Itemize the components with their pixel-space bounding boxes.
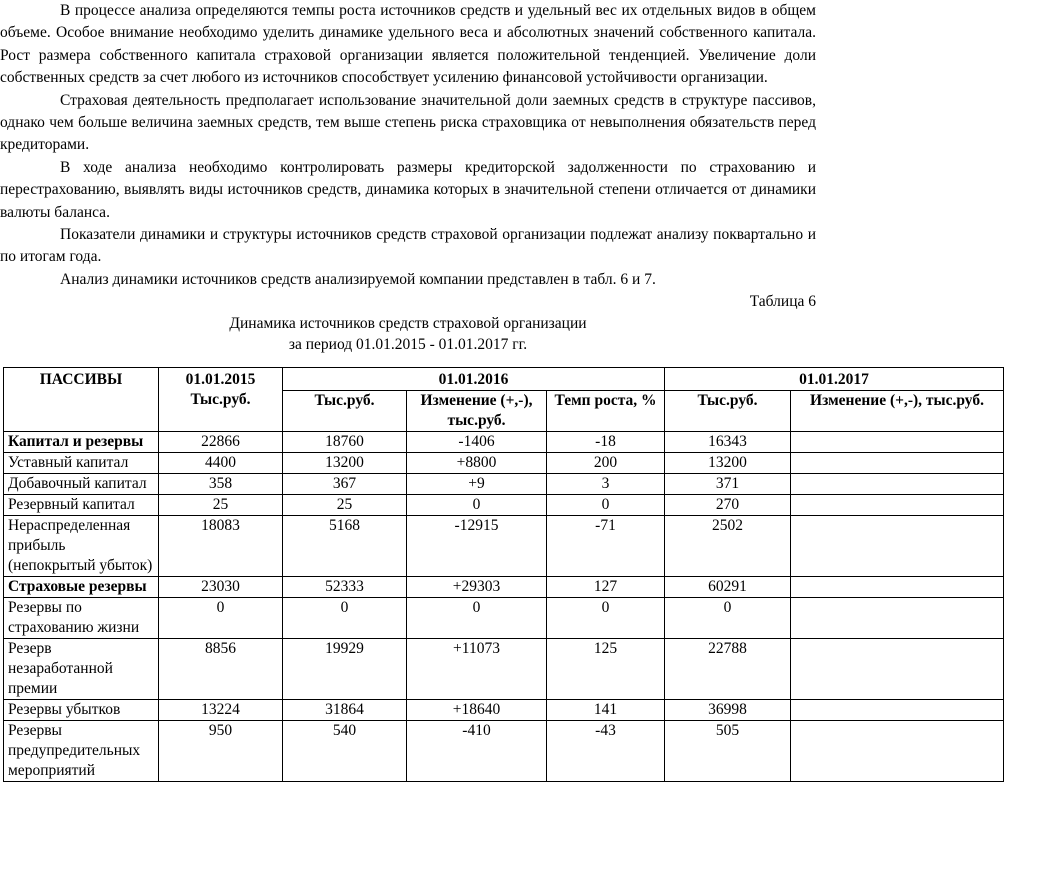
subheader-change-2017: Изменение (+,-), тыс.руб. [791,391,1004,432]
cell-growth-2016: 200 [547,453,665,474]
table-title-line: Динамика источников средств страховой организации [229,315,587,332]
cell-value-2016: 0 [283,598,407,639]
cell-growth-2016: 0 [547,598,665,639]
cell-change-2017 [791,516,1004,577]
row-label: Резервы предупредительных мероприятий [4,721,159,782]
cell-change-2016: -12915 [407,516,547,577]
cell-change-2016: +29303 [407,577,547,598]
row-label: Капитал и резервы [4,432,159,453]
table-row [4,721,1004,782]
paragraph: Страховая деятельность предполагает использование значительной доли заемных средств в структуре пассивов, однако чем больше величина заемных средств, тем выше степень риска страховщика от невыполнения обязательств перед кредиторами. [0,91,816,154]
table-row [4,432,1004,453]
cell-value-2017: 16343 [665,432,791,453]
cell-value-2017: 505 [665,721,791,782]
cell-growth-2016: 141 [547,700,665,721]
subheader-change-2016: Изменение (+,-), тыс.руб. [407,391,547,432]
cell-change-2016: +18640 [407,700,547,721]
table-row [4,495,1004,516]
row-label: Страховые резервы [4,577,159,598]
header-unit-label: Тыс.руб. [190,391,251,408]
row-label: Нераспределенная прибыль (непокрытый убыток) [4,516,159,577]
paragraph: В процессе анализа определяются темпы роста источников средств и удельный вес их отдельных видов в общем объеме. Особое внимание необходимо уделить динамике удельного веса и абсолютных значений собственного капитала. Рост размера собственного капитала страховой организации является положительной тенденцией. Увеличение доли собственных средств за счет любого из источников способствует усилению финансовой устойчивости организации. [0,2,816,87]
cell-value-2017: 270 [665,495,791,516]
cell-growth-2016: 0 [547,495,665,516]
table-title-line: за период 01.01.2015 - 01.01.2017 гг. [288,336,528,353]
body-text [0,0,816,291]
header-date-2016: 01.01.2016 [283,368,665,391]
row-label: Резервы по страхованию жизни [4,598,159,639]
cell-value-2016: 18760 [283,432,407,453]
cell-value-2015: 22866 [159,432,283,453]
cell-change-2017 [791,598,1004,639]
table-row [4,700,1004,721]
cell-change-2017 [791,721,1004,782]
row-label: Резервный капитал [4,495,159,516]
paragraph: Показатели динамики и структуры источников средств страховой организации подлежат анализу поквартально и по итогам года. [0,226,816,266]
table-row [4,598,1004,639]
cell-change-2017 [791,453,1004,474]
table-row [4,639,1004,700]
cell-value-2016: 5168 [283,516,407,577]
cell-value-2015: 8856 [159,639,283,700]
header-passives: ПАССИВЫ [4,368,159,432]
cell-value-2017: 60291 [665,577,791,598]
header-date-2015 [159,368,283,432]
cell-value-2015: 25 [159,495,283,516]
cell-growth-2016: 125 [547,639,665,700]
cell-growth-2016: -18 [547,432,665,453]
cell-value-2016: 25 [283,495,407,516]
cell-change-2016: +11073 [407,639,547,700]
cell-value-2016: 52333 [283,577,407,598]
cell-change-2016: 0 [407,598,547,639]
subheader-tys-2017: Тыс.руб. [665,391,791,432]
row-label: Добавочный капитал [4,474,159,495]
cell-value-2017: 22788 [665,639,791,700]
cell-value-2015: 13224 [159,700,283,721]
sources-table [3,367,1004,782]
cell-growth-2016: 3 [547,474,665,495]
subheader-growth-2016: Темп роста, % [547,391,665,432]
cell-growth-2016: -43 [547,721,665,782]
row-label: Резервы убытков [4,700,159,721]
cell-value-2015: 18083 [159,516,283,577]
cell-change-2016: 0 [407,495,547,516]
cell-change-2016: +8800 [407,453,547,474]
cell-value-2016: 31864 [283,700,407,721]
table-row [4,453,1004,474]
cell-value-2016: 19929 [283,639,407,700]
cell-value-2017: 13200 [665,453,791,474]
table-title [0,313,816,355]
cell-value-2017: 371 [665,474,791,495]
cell-change-2017 [791,495,1004,516]
cell-change-2017 [791,577,1004,598]
paragraph: В ходе анализа необходимо контролировать размеры кредиторской задолженности по страхованию и перестрахованию, выявлять виды источников средств, динамика которых в значительной степени отличается от динамики валюты баланса. [0,158,816,221]
cell-change-2017 [791,432,1004,453]
cell-change-2016: +9 [407,474,547,495]
cell-value-2015: 358 [159,474,283,495]
table-number: Таблица 6 [749,293,816,310]
header-date-2017: 01.01.2017 [665,368,1004,391]
cell-change-2016: -1406 [407,432,547,453]
cell-value-2016: 13200 [283,453,407,474]
row-label: Уставный капитал [4,453,159,474]
table-row [4,516,1004,577]
cell-value-2017: 36998 [665,700,791,721]
cell-value-2017: 2502 [665,516,791,577]
table-row [4,577,1004,598]
cell-value-2015: 950 [159,721,283,782]
cell-value-2016: 367 [283,474,407,495]
cell-value-2015: 0 [159,598,283,639]
cell-change-2017 [791,639,1004,700]
table-row [4,474,1004,495]
row-label: Резерв незаработанной премии [4,639,159,700]
cell-growth-2016: -71 [547,516,665,577]
cell-change-2016: -410 [407,721,547,782]
cell-value-2015: 23030 [159,577,283,598]
cell-value-2015: 4400 [159,453,283,474]
cell-change-2017 [791,474,1004,495]
cell-change-2017 [791,700,1004,721]
cell-value-2016: 540 [283,721,407,782]
header-date-label: 01.01.2015 [185,371,256,388]
table-header-row [4,368,1004,391]
subheader-tys-2016: Тыс.руб. [283,391,407,432]
table-body [4,432,1004,782]
paragraph: Анализ динамики источников средств анализируемой компании представлен в табл. 6 и 7. [60,270,656,288]
cell-growth-2016: 127 [547,577,665,598]
cell-value-2017: 0 [665,598,791,639]
